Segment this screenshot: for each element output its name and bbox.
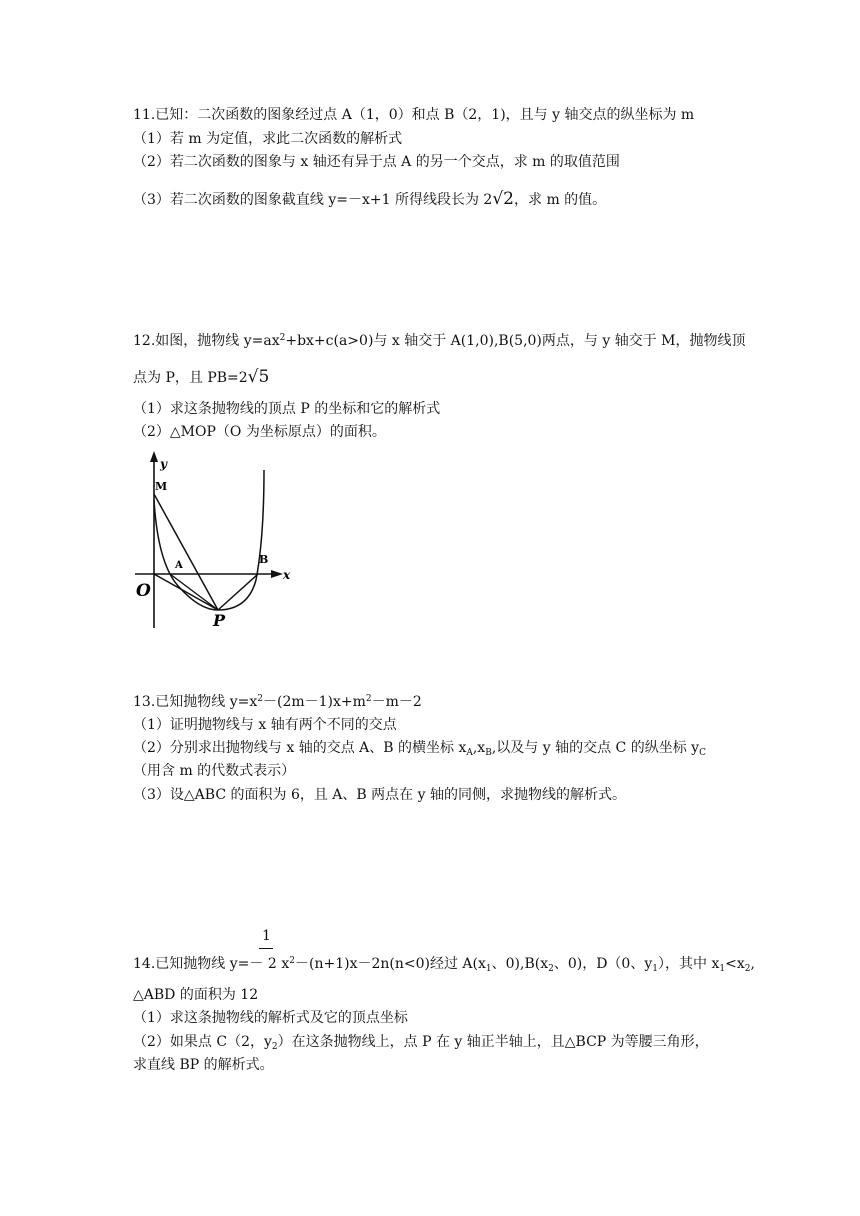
p11-q1: （1）若 m 为定值，求此二次函数的解析式 [133, 131, 403, 147]
label-B: B [259, 553, 269, 566]
label-M: M [155, 480, 168, 493]
p12-q2: （2）△MOP（O 为坐标原点）的面积。 [133, 424, 386, 440]
p14-sub2: 2 [548, 964, 554, 974]
p14-q2-a: （2）如果点 C（2，y [133, 1034, 272, 1050]
p13-stem-b: －(2m－1)x+m [262, 694, 366, 710]
p13-q2-cont: （用含 m 的代数式表示） [133, 763, 296, 779]
p11-q3-text-a: （3）若二次函数的图象截直线 y=－x+1 所得线段长为 2 [133, 192, 493, 208]
label-O: O [136, 581, 151, 601]
p13-q2-subB: B [485, 748, 492, 758]
p14-stem [133, 955, 755, 975]
p14-sub1: 1 [485, 964, 492, 974]
p13-stem-a: 13.已知抛物线 y=x [133, 694, 258, 710]
p13-stem-sup2: 2 [365, 694, 372, 704]
p14-sub4: 1 [719, 964, 726, 974]
p11-stem: 11.已知：二次函数的图象经过点 A（1，0）和点 B（2，1)，且与 y 轴交点的纵坐标为 m [133, 107, 695, 123]
p14-frac-den: 2 [267, 956, 277, 972]
p12-q1: （1）求这条抛物线的顶点 P 的坐标和它的解析式 [133, 401, 441, 417]
label-y: y [160, 457, 167, 471]
p12-stem [133, 332, 745, 352]
p14-stem-a: 14.已知抛物线 y=－ [133, 956, 264, 972]
p13-q2-c: ,以及与 y 轴的交点 C 的纵坐标 y [491, 740, 700, 756]
p13-q3: （3）设△ABC 的面积为 6，且 A、B 两点在 y 轴的同侧，求抛物线的解析式。 [133, 787, 626, 803]
p14-frac-bar [259, 948, 273, 949]
p12-stem-a: 12.如图，抛物线 y=ax [133, 333, 280, 349]
p13-q2 [133, 739, 706, 759]
label-P: P [213, 611, 226, 630]
p12-stem2-a: 点为 P，且 PB=2 [133, 370, 248, 386]
p14-stem-sup: 2 [289, 956, 295, 966]
x-axis-arrow [271, 570, 283, 578]
p14-stem-c: －(n+1)x－2n(n<0)经过 A(x [295, 956, 486, 972]
p14-q2-cont: 求直线 BP 的解析式。 [133, 1057, 274, 1073]
sqrt5-radical: √5 [247, 367, 270, 387]
p14-sub3: 1 [652, 964, 658, 974]
segment-AP [170, 574, 218, 610]
label-A: A [175, 560, 183, 571]
parabola-curve [154, 470, 264, 610]
p14-stem-b: x [281, 956, 290, 972]
p14-stem-f: ），其中 x [658, 956, 720, 972]
p14-frac-num: 1 [262, 928, 271, 944]
p12-stem-sup: 2 [279, 333, 286, 343]
y-axis-arrow [150, 451, 158, 462]
p13-q1: （1）证明抛物线与 x 轴有两个不同的交点 [133, 717, 397, 733]
p14-sub5: 2 [744, 964, 751, 974]
p13-q2-b: ,x [472, 740, 486, 756]
p13-q2-subA: A [466, 748, 473, 758]
p12-stem2 [133, 368, 269, 387]
p14-q2-b: ）在这条抛物线上，点 P 在 y 轴正半轴上，且△BCP 为等腰三角形， [277, 1034, 709, 1050]
p11-q3-text-b: ，求 m 的值。 [514, 192, 607, 208]
p13-stem-c: －m－2 [371, 694, 422, 710]
p14-q1: （1）求这条抛物线的解析式及它的顶点坐标 [133, 1010, 408, 1026]
p11-q2: （2）若二次函数的图象与 x 轴还有异于点 A 的另一个交点，求 m 的取值范围 [133, 154, 620, 170]
p14-q2 [133, 1033, 709, 1053]
p14-stem2: △ABD 的面积为 12 [133, 987, 259, 1003]
parabola-figure [130, 448, 310, 633]
p13-q2-subC: C [699, 748, 706, 758]
sqrt2-radical: √2 [492, 189, 514, 209]
label-x: x [283, 568, 291, 582]
p12-stem-b: +bx+c(a>0)与 x 轴交于 A(1,0),B(5,0)两点，与 y 轴交于 M，抛物线顶 [285, 333, 746, 349]
p14-stem-e: 、0)，D（0、y [553, 956, 653, 972]
p14-stem-h: , [750, 956, 755, 972]
p14-stem-d: 、0),B(x [491, 956, 549, 972]
p13-q2-a: （2）分别求出抛物线与 x 轴的交点 A、B 的横坐标 x [133, 740, 467, 756]
p14-q2-sub: 2 [271, 1042, 278, 1052]
p13-stem-sup1: 2 [257, 694, 263, 704]
p13-stem [133, 693, 422, 713]
p11-q3 [133, 190, 606, 209]
p14-stem-g: <x [725, 956, 745, 972]
